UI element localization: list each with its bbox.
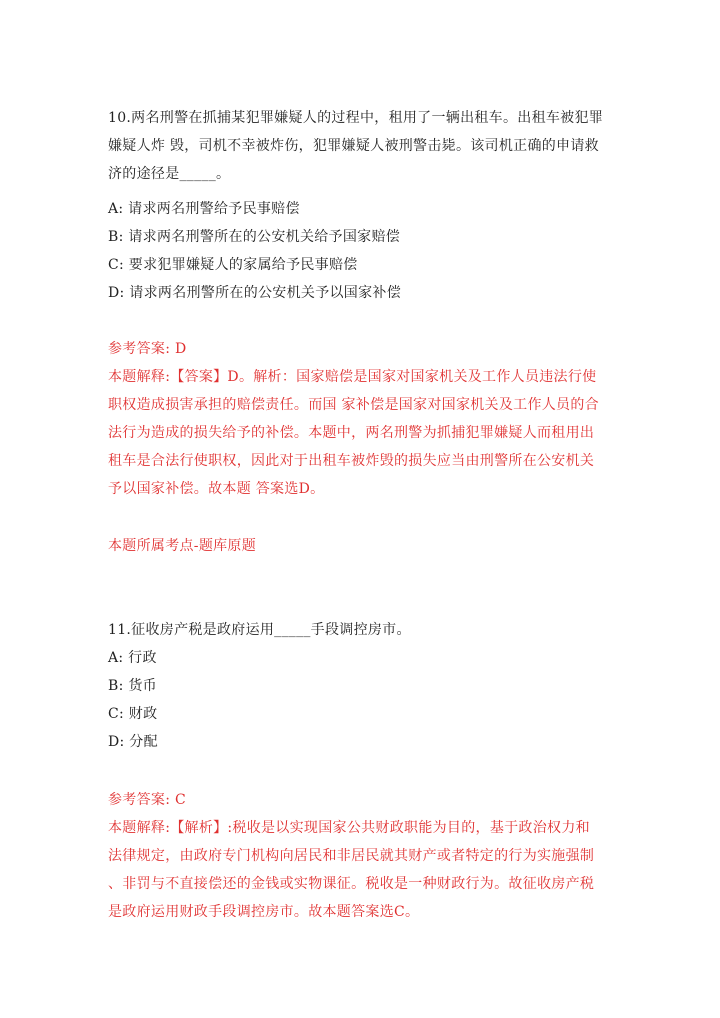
option-c: C: 要求犯罪嫌疑人的家属给予民事赔偿	[108, 257, 358, 273]
option-a: A: 行政	[108, 650, 157, 666]
option-b: B: 请求两名刑警所在的公安机关给予国家赔偿	[108, 229, 401, 245]
option-b: B: 货币	[108, 678, 157, 694]
explanation-line: 法律规定，由政府专门机构向居民和非居民就其财产或者特定的行为实施强制	[108, 848, 595, 864]
question-text-line: 10.两名刑警在抓捕某犯罪嫌疑人的过程中，租用了一辆出租车。出租车被犯罪	[108, 110, 604, 126]
explanation-line: 本题解释:【解析】:税收是以实现国家公共财政职能为目的，基于政治权力和	[108, 820, 590, 836]
explanation-line: 职权造成损害承担的赔偿责任。而国 家补偿是国家对国家机关及工作人员的合	[108, 397, 599, 413]
explanation-line: 、非罚与不直接偿还的金钱或实物课征。税收是一种财政行为。故征收房产税	[108, 876, 595, 892]
question-11-answer-block	[108, 786, 608, 926]
explanation-line: 是政府运用财政手段调控房市。故本题答案选C。	[108, 904, 420, 920]
question-10-knowledge-point	[108, 532, 608, 560]
option-d: D: 请求两名刑警所在的公安机关予以国家补偿	[108, 285, 401, 301]
question-text-line: 11.征收房产税是政府运用_____手段调控房市。	[108, 622, 411, 638]
question-10-answer-block	[108, 335, 608, 503]
reference-answer: 参考答案: D	[108, 341, 187, 357]
question-10-options	[108, 195, 608, 307]
explanation-line: 本题解释:【答案】D。解析：国家赔偿是国家对国家机关及工作人员违法行使	[108, 369, 597, 385]
option-d: D: 分配	[108, 734, 158, 750]
option-a: A: 请求两名刑警给予民事赔偿	[108, 201, 300, 217]
question-text-line: 济的途径是_____。	[108, 166, 231, 182]
knowledge-point-label: 本题所属考点-题库原题	[108, 538, 257, 554]
explanation-line: 予以国家补偿。故本题 答案选D。	[108, 481, 325, 497]
option-c: C: 财政	[108, 706, 158, 722]
question-text-line: 嫌疑人炸 毁，司机不幸被炸伤，犯罪嫌疑人被刑警击毙。该司机正确的申请救	[108, 138, 599, 154]
question-11	[108, 616, 608, 756]
reference-answer: 参考答案: C	[108, 792, 186, 808]
question-10-stem	[108, 104, 608, 188]
explanation-line: 法行为造成的损失给予的补偿。本题中，两名刑警为抓捕犯罪嫌疑人而租用出	[108, 425, 595, 441]
explanation-line: 租车是合法行使职权，因此对于出租车被炸毁的损失应当由刑警所在公安机关	[108, 453, 595, 469]
